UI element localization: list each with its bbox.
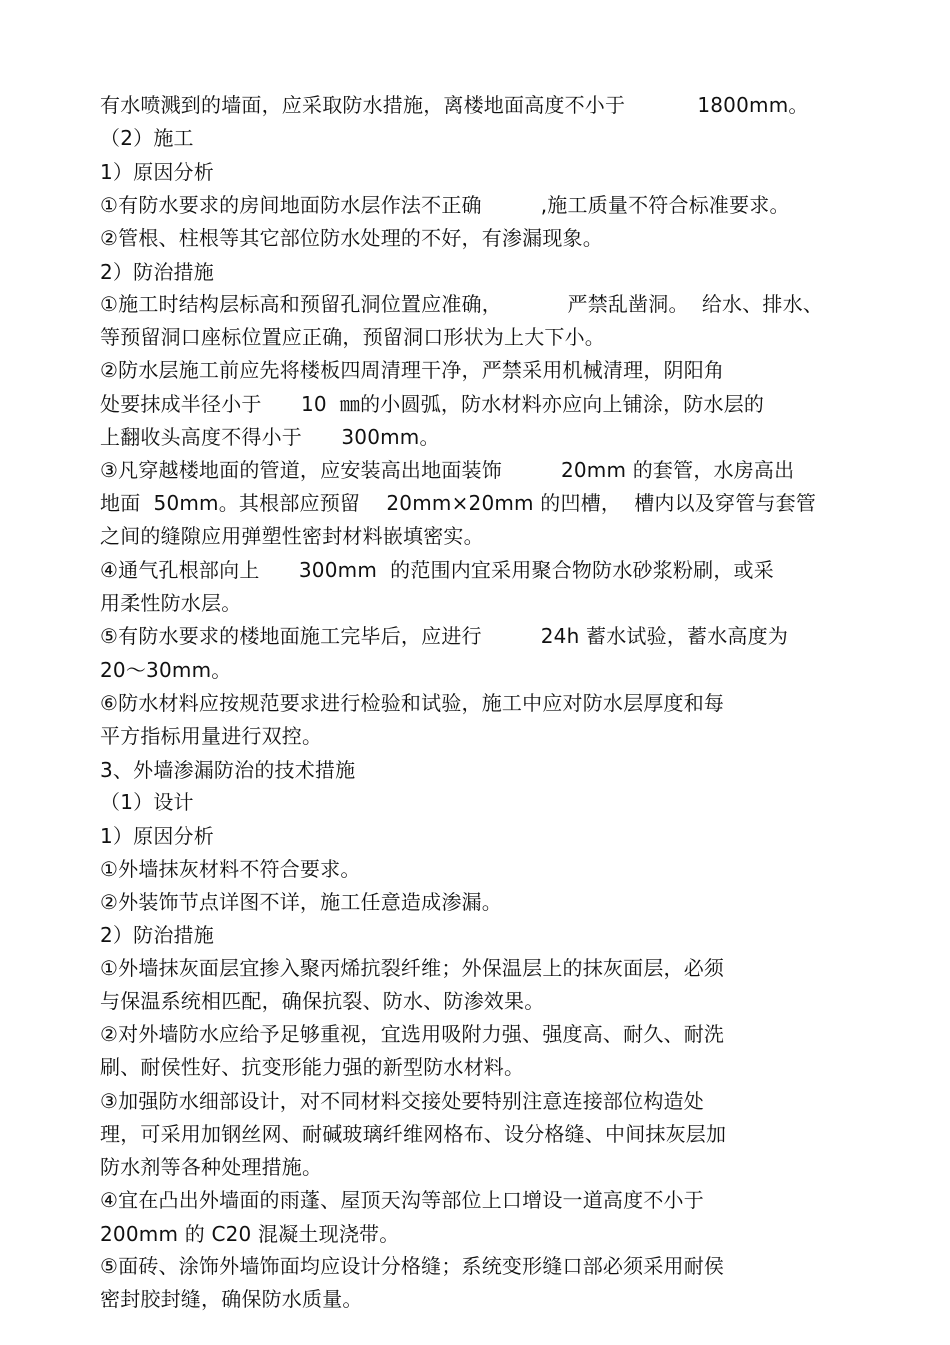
text-line: 有水喷溅到的墙面，应采取防水措施，离楼地面高度不小于 1800mm。 [100, 93, 809, 117]
section-heading: （2）施工 [100, 126, 194, 150]
text-line: ②对外墙防水应给予足够重视，宜选用吸附力强、强度高、耐久、耐洗 [100, 1022, 725, 1046]
text-line: 平方指标用量进行双控。 [100, 724, 323, 748]
text-line: ④通气孔根部向上 300mm 的范围内宜采用聚合物防水砂浆粉刷，或采 [100, 558, 774, 582]
subsection-heading: 2）防治措施 [100, 260, 214, 284]
text-line: 处要抹成半径小于 10 ㎜的小圆弧，防水材料亦应向上铺涂，防水层的 [100, 392, 765, 416]
text-line: 防水剂等各种处理措施。 [100, 1155, 323, 1179]
text-line: 刷、耐侯性好、抗变形能力强的新型防水材料。 [100, 1055, 525, 1079]
text-line: ①外墙抹灰材料不符合要求。 [100, 857, 361, 881]
subsection-heading: 2）防治措施 [100, 923, 214, 947]
text-line: ②管根、柱根等其它部位防水处理的不好，有渗漏现象。 [100, 226, 603, 250]
text-line: ③凡穿越楼地面的管道，应安装高出地面装饰 20mm 的套管，水房高出 [100, 458, 795, 482]
text-line: ④宜在凸出外墙面的雨蓬、屋顶天沟等部位上口增设一道高度不小于 [100, 1188, 704, 1212]
text-line: ⑥防水材料应按规范要求进行检验和试验，施工中应对防水层厚度和每 [100, 691, 725, 715]
text-line: 用柔性防水层。 [100, 591, 242, 615]
text-line: ②防水层施工前应先将楼板四周清理干净，严禁采用机械清理，阴阳角 [100, 358, 725, 382]
text-line: ⑤有防水要求的楼地面施工完毕后，应进行 24h 蓄水试验，蓄水高度为 [100, 624, 789, 648]
text-line: ②外装饰节点详图不详，施工任意造成渗漏。 [100, 890, 502, 914]
text-line: 密封胶封缝，确保防水质量。 [100, 1287, 363, 1311]
text-line: 地面 50mm。其根部应预留 20mm×20mm 的凹槽， 槽内以及穿管与套管 [100, 491, 817, 515]
text-line: 与保温系统相匹配，确保抗裂、防水、防渗效果。 [100, 989, 545, 1013]
section-heading: （1）设计 [100, 790, 194, 814]
text-line: ①施工时结构层标高和预留孔洞位置应准确， 严禁乱凿洞。 给水、排水、 [100, 292, 824, 316]
text-line: 200mm 的 C20 混凝土现浇带。 [100, 1222, 400, 1246]
text-line: ③加强防水细部设计，对不同材料交接处要特别注意连接部位构造处 [100, 1089, 704, 1113]
text-line: ①有防水要求的房间地面防水层作法不正确 ,施工质量不符合标准要求。 [100, 193, 790, 217]
text-line: 上翻收头高度不得小于 300mm。 [100, 425, 440, 449]
text-line: ①外墙抹灰面层宜掺入聚丙烯抗裂纤维；外保温层上的抹灰面层，必须 [100, 956, 725, 980]
text-line: 之间的缝隙应用弹塑性密封材料嵌填密实。 [100, 524, 484, 548]
text-line: 理，可采用加钢丝网、耐碱玻璃纤维网格布、设分格缝、中间抹灰层加 [100, 1122, 727, 1146]
subsection-heading: 1）原因分析 [100, 160, 214, 184]
text-line: 等预留洞口座标位置应正确，预留洞口形状为上大下小。 [100, 325, 605, 349]
text-line: ⑤面砖、涂饰外墙饰面均应设计分格缝；系统变形缝口部必须采用耐侯 [100, 1254, 725, 1278]
subsection-heading: 1）原因分析 [100, 824, 214, 848]
section-heading: 3、外墙渗漏防治的技术措施 [100, 758, 356, 782]
text-line: 20～30mm。 [100, 658, 232, 682]
